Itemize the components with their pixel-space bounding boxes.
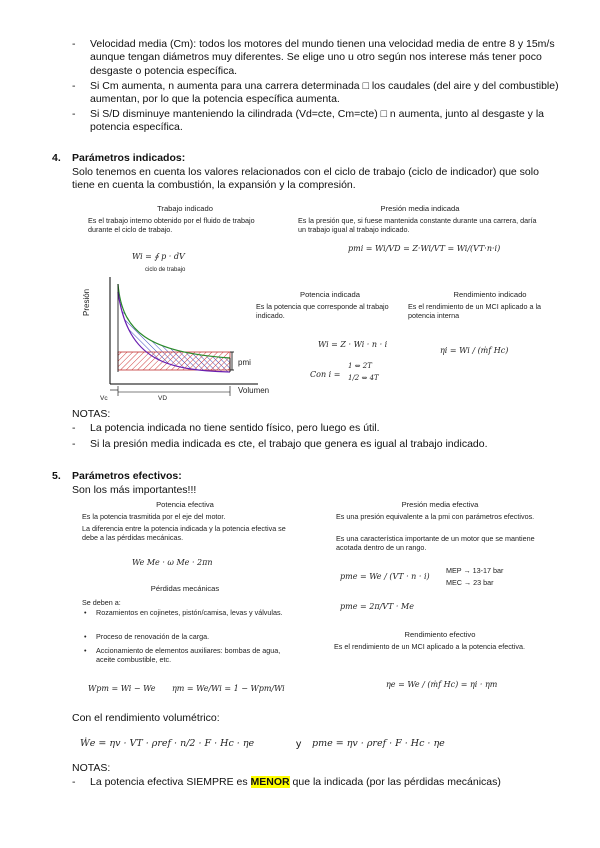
diagram-pmi-label: pmi (238, 358, 251, 367)
pmi-title: Presión media indicada (380, 204, 460, 213)
section4-number: 4. (52, 152, 61, 164)
pmi-formula: pmi = Wi/VD = Z·Wi/VT = Wi/(VT·n·i) (348, 244, 501, 253)
trabajo-indicado-desc: Es el trabajo interno obtenido por el fluido de trabajo durante el ciclo de trabajo. (88, 216, 255, 234)
section4-intro: Solo tenemos en cuenta los valores relacionados con el ciclo de trabajo (ciclo de indicador) que solo tiene en cuenta la combustión, la expansión y la compresión. (72, 166, 539, 192)
bullet-dash: - (72, 422, 76, 434)
perdidas-item-1: Rozamientos en cojinetes, pistón/camisa, levas y válvulas. (96, 608, 283, 617)
bullet-dash: - (72, 776, 76, 788)
diagram-vc-label: Vc (100, 395, 108, 402)
nota-text-post: que la indicada (por las pérdidas mecánicas) (292, 776, 501, 788)
pmi-rectangle (118, 352, 230, 370)
rendimiento-indicado-formula: ηi = Wi / (ṁf Hc) (440, 346, 509, 355)
potencia-indicada-desc: Es la potencia que corresponde al trabajo indicado. (256, 302, 389, 320)
pv-diagram (88, 272, 268, 402)
section5-intro: Son los más importantes!!! (72, 484, 197, 496)
diagram-xlabel: Volumen (238, 386, 270, 395)
bullet-dash: - (72, 80, 76, 92)
bullet-text: Si S/D disminuye manteniendo la cilindrada (Vd=cte, Cm=cte) □ n aumenta, junto al desgaste y la potencia específica. (90, 108, 544, 134)
pme-desc2: Es una característica importante de un motor que se mantiene acotada dentro de un rango. (336, 534, 535, 552)
diagram-ylabel: Presión (82, 288, 91, 316)
rendimiento-indicado-desc: Es el rendimiento de un MCI aplicado a la potencia interna (408, 302, 542, 320)
pme-range-mec: MEC → 23 bar (446, 578, 494, 587)
pme-formula-2: pme = 2π/VT · Me (340, 602, 414, 611)
section5-title: Parámetros efectivos: (72, 470, 182, 482)
pme-desc1: Es una presión equivalente a la pmi con parámetros efectivos. (336, 512, 535, 521)
pmi-desc: Es la presión que, si fuese mantenida constante durante una carrera, daría un trabajo igual al trabajo indicado. (298, 216, 537, 234)
perdidas-title: Pérdidas mecánicas (150, 584, 220, 593)
perdidas-bullet-dot: • (84, 646, 87, 655)
potencia-indicada-case-4t: 1/2 ⇔ 4T (348, 374, 379, 382)
trabajo-indicado-formula: Wi = ∮ p · dV (132, 252, 185, 261)
potencia-efectiva-title: Potencia efectiva (156, 500, 214, 509)
bullet-text: Si Cm aumenta, n aumenta para una carrera determinada □ los caudales (del aire y del combustible) aumentan, por lo que la potencia específica aumenta. (90, 80, 559, 106)
section4-title: Parámetros indicados: (72, 152, 186, 164)
potencia-efectiva-formula: We Me · ω Me · 2πn (132, 558, 213, 567)
potencia-indicada-case-2t: 1 ⇔ 2T (348, 362, 372, 370)
section4-notas-label: NOTAS: (72, 408, 111, 420)
vol-label: Con el rendimiento volumétrico: (72, 712, 220, 724)
perdidas-formula-eta-m: ηm = We/Wi = 1 − Wpm/Wi (172, 684, 285, 693)
bullet-text: Velocidad media (Cm): todos los motores del mundo tienen una velocidad media de entre 8 y 15m/s aunque tengan diámetros muy diferentes. Se elige uno u otro según nos interese más tener poco desgaste o potencia específica. (90, 38, 555, 77)
bullet-dash: - (72, 38, 76, 50)
trabajo-indicado-formula-sub: ciclo de trabajo (145, 267, 186, 273)
potencia-indicada-con-i: Con i = (310, 370, 341, 379)
rendimiento-efectivo-formula: ηe = We / (ṁf Hc) = ηi · ηm (386, 680, 498, 689)
perdidas-bullet-dot: • (84, 632, 87, 641)
pme-range-mep: MEP → 13-17 bar (446, 566, 504, 575)
nota-highlight-menor: MENOR (250, 776, 290, 788)
perdidas-bullet-dot: • (84, 608, 87, 617)
bullet-text: La potencia indicada no tiene sentido físico, pero luego es útil. (90, 422, 380, 434)
rendimiento-efectivo-desc: Es el rendimiento de un MCI aplicado a la potencia efectiva. (334, 642, 525, 651)
perdidas-item-3: Accionamiento de elementos auxiliares: bombas de agua, aceite combustible, etc. (96, 646, 281, 664)
perdidas-item-2: Proceso de renovación de la carga. (96, 632, 210, 641)
perdidas-intro: Se deben a: (82, 598, 121, 607)
rendimiento-efectivo-title: Rendimiento efectivo (404, 630, 476, 639)
rendimiento-indicado-title: Rendimiento indicado (453, 290, 527, 299)
vol-formula-potencia: Ẇe = ηv · VT · ρref · n/2 · F · Hc · ηe (80, 738, 255, 749)
section5-notas-label: NOTAS: (72, 762, 111, 774)
potencia-efectiva-desc1: Es la potencia trasmitida por el eje del motor. (82, 512, 226, 521)
perdidas-formula-wpm: Wpm = Wi − We (88, 684, 156, 693)
vol-formula-pme: pme = ηv · ρref · F · Hc · ηe (312, 738, 445, 749)
bullet-text (90, 776, 560, 789)
bullet-dash: - (72, 108, 76, 120)
pme-title: Presión media efectiva (401, 500, 479, 509)
diagram-vd-label: VD (158, 395, 168, 402)
potencia-efectiva-desc2: La diferencia entre la potencia indicada y la potencia efectiva se debe a las pérdidas mecánicas. (82, 524, 286, 542)
bullet-dash: - (72, 438, 76, 450)
expansion-curve (118, 284, 230, 358)
trabajo-indicado-title: Trabajo indicado (157, 204, 213, 213)
nota-text-pre: La potencia efectiva SIEMPRE es (90, 776, 248, 788)
potencia-indicada-title: Potencia indicada (300, 290, 360, 299)
pme-formula-1: pme = We / (VT · n · i) (340, 572, 430, 581)
bullet-text: Si la presión media indicada es cte, el trabajo que genera es igual al trabajo indicado. (90, 438, 488, 450)
vol-formula-y: y (296, 738, 302, 750)
potencia-indicada-formula: Wi = Z · Wi · n · i (318, 340, 388, 349)
section5-number: 5. (52, 470, 61, 482)
